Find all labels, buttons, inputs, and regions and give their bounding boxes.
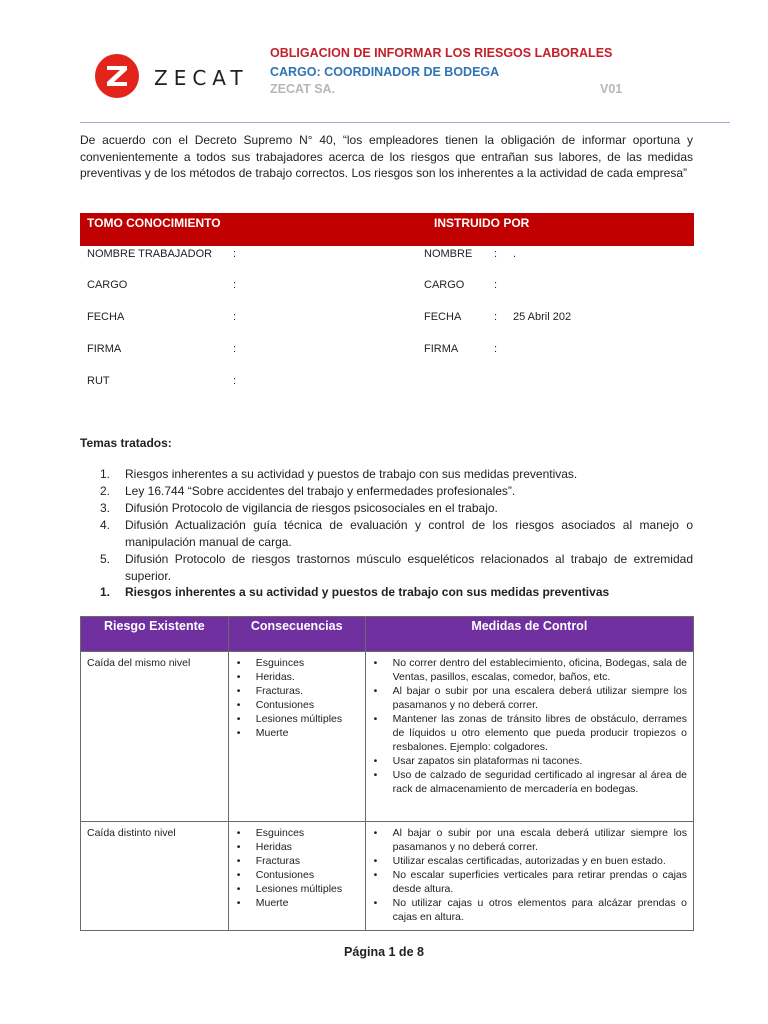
- list-item: • No correr dentro del establecimiento, oficina, Bodegas, sala de Ventas, pasillos, escalas, comedor, baños, etc.: [372, 656, 687, 684]
- intro-paragraph: De acuerdo con el Decreto Supremo N° 40, “los empleadores tienen la obligación de informar oportuna y convenientemente a todos sus trabajadores acerca de los riesgos que entrañan sus labores, de las medidas preventivas y de los métodos de trabajo correctos. Los riesgos son los inherentes a la actividad de cada empresa”: [80, 133, 693, 180]
- risk-cell: Caída distinto nivel: [81, 822, 229, 931]
- list-item: • Heridas.: [235, 670, 359, 684]
- page-number: Página 1 de 8: [344, 945, 424, 959]
- list-number: 4.: [100, 518, 111, 532]
- risk-cell: Caída del mismo nivel: [81, 652, 229, 822]
- form-left-header: TOMO CONOCIMIENTO: [87, 216, 221, 230]
- list-item: • No escalar superficies verticales para retirar prendas o cajas desde altura.: [372, 868, 687, 896]
- list-item: • Contusiones: [235, 868, 359, 882]
- header-divider: [80, 122, 730, 123]
- consequences-cell: [228, 652, 365, 822]
- field-sep: :: [233, 279, 237, 291]
- logo-text: ZECAT: [154, 66, 249, 90]
- field-label-firma: FIRMA: [87, 343, 122, 355]
- list-number: 3.: [100, 501, 111, 515]
- document-title: OBLIGACION DE INFORMAR LOS RIESGOS LABORALES: [270, 46, 613, 60]
- field-sep: :: [494, 343, 498, 355]
- list-item: • Fracturas: [235, 854, 359, 868]
- z-logo-icon: [95, 54, 139, 98]
- list-item: • Lesiones múltiples: [235, 712, 359, 726]
- zecat-logo-mark: [95, 54, 139, 98]
- table-header-row: [81, 617, 694, 652]
- section-number: 1.: [100, 585, 111, 599]
- field-value-fecha: 25 Abril 202: [513, 311, 572, 323]
- field-label-fecha-instructor: FECHA: [424, 311, 462, 323]
- list-item: • Utilizar escalas certificadas, autorizadas y en buen estado.: [372, 854, 687, 868]
- list-item: • Mantener las zonas de tránsito libres de obstáculo, derrames de líquidos u otro elemento que pueda producir tropiezos o resbalones. Ejemplo: colgadores.: [372, 712, 687, 754]
- section-title: Riesgos inherentes a su actividad y puestos de trabajo con sus medidas preventivas: [125, 585, 610, 599]
- col-header-consecuencias: Consecuencias: [228, 617, 365, 652]
- company-name: ZECAT SA.: [270, 82, 336, 96]
- field-sep: :: [494, 279, 498, 291]
- field-sep: :: [494, 248, 498, 260]
- list-item: • Al bajar o subir por una escala deberá utilizar siempre los pasamanos y no deberá correr.: [372, 826, 687, 854]
- list-item: • Al bajar o subir por una escalera deberá utilizar siempre los pasamanos y no deberá correr.: [372, 684, 687, 712]
- field-label-firma-instructor: FIRMA: [424, 343, 459, 355]
- list-number: 1.: [100, 467, 111, 481]
- document-cargo: CARGO: COORDINADOR DE BODEGA: [270, 65, 500, 79]
- col-header-medidas: Medidas de Control: [365, 617, 693, 652]
- field-sep: :: [494, 311, 498, 323]
- measures-cell: [365, 822, 693, 931]
- list-item: • Uso de calzado de seguridad certificado al ingresar al área de rack de almacenamiento de mercadería en bodegas.: [372, 768, 687, 796]
- list-text: Ley 16.744 “Sobre accidentes del trabajo y enfermedades profesionales”.: [125, 484, 516, 498]
- list-text: Riesgos inherentes a su actividad y puestos de trabajo con sus medidas preventivas.: [125, 467, 578, 481]
- field-label-fecha: FECHA: [87, 311, 125, 323]
- field-sep: :: [233, 311, 237, 323]
- field-label-cargo: CARGO: [87, 279, 128, 291]
- list-text: Difusión Protocolo de riesgos trastornos músculo esqueléticos relacionados al trabajo de extremidad superior.: [125, 552, 693, 583]
- list-item: • Heridas: [235, 840, 359, 854]
- field-value-nombre: .: [513, 248, 517, 260]
- list-number: 2.: [100, 484, 111, 498]
- list-item: • Usar zapatos sin plataformas ni tacones.: [372, 754, 687, 768]
- list-number: 5.: [100, 552, 111, 566]
- field-sep: :: [233, 343, 237, 355]
- form-right-header: INSTRUIDO POR: [434, 216, 530, 230]
- list-text: Difusión Protocolo de vigilancia de riesgos psicosociales en el trabajo.: [125, 501, 498, 515]
- field-label-nombre: NOMBRE: [424, 248, 473, 260]
- list-item: • Esguinces: [235, 656, 359, 670]
- topics-heading: Temas tratados:: [80, 436, 172, 450]
- list-item: • Lesiones múltiples: [235, 882, 359, 896]
- field-sep: :: [233, 248, 237, 260]
- list-item: • Contusiones: [235, 698, 359, 712]
- field-label-nombre-trabajador: NOMBRE TRABAJADOR: [87, 248, 213, 260]
- col-header-riesgo: Riesgo Existente: [81, 617, 229, 652]
- table-row: [81, 652, 694, 822]
- list-item: • No utilizar cajas u otros elementos para alcázar prendas o cajas en altura.: [372, 896, 687, 924]
- list-item: • Muerte: [235, 896, 359, 910]
- consequences-cell: [228, 822, 365, 931]
- field-label-cargo-instructor: CARGO: [424, 279, 465, 291]
- list-item: • Fracturas.: [235, 684, 359, 698]
- list-text: Difusión Actualización guía técnica de evaluación y control de los riesgos asociados al manejo o manipulación manual de carga.: [125, 518, 693, 549]
- field-sep: :: [233, 375, 237, 387]
- table-row: [81, 822, 694, 931]
- field-label-rut: RUT: [87, 375, 110, 387]
- list-item: • Esguinces: [235, 826, 359, 840]
- list-item: • Muerte: [235, 726, 359, 740]
- measures-cell: [365, 652, 693, 822]
- version-label: V01: [600, 82, 623, 96]
- risk-table: [80, 616, 694, 931]
